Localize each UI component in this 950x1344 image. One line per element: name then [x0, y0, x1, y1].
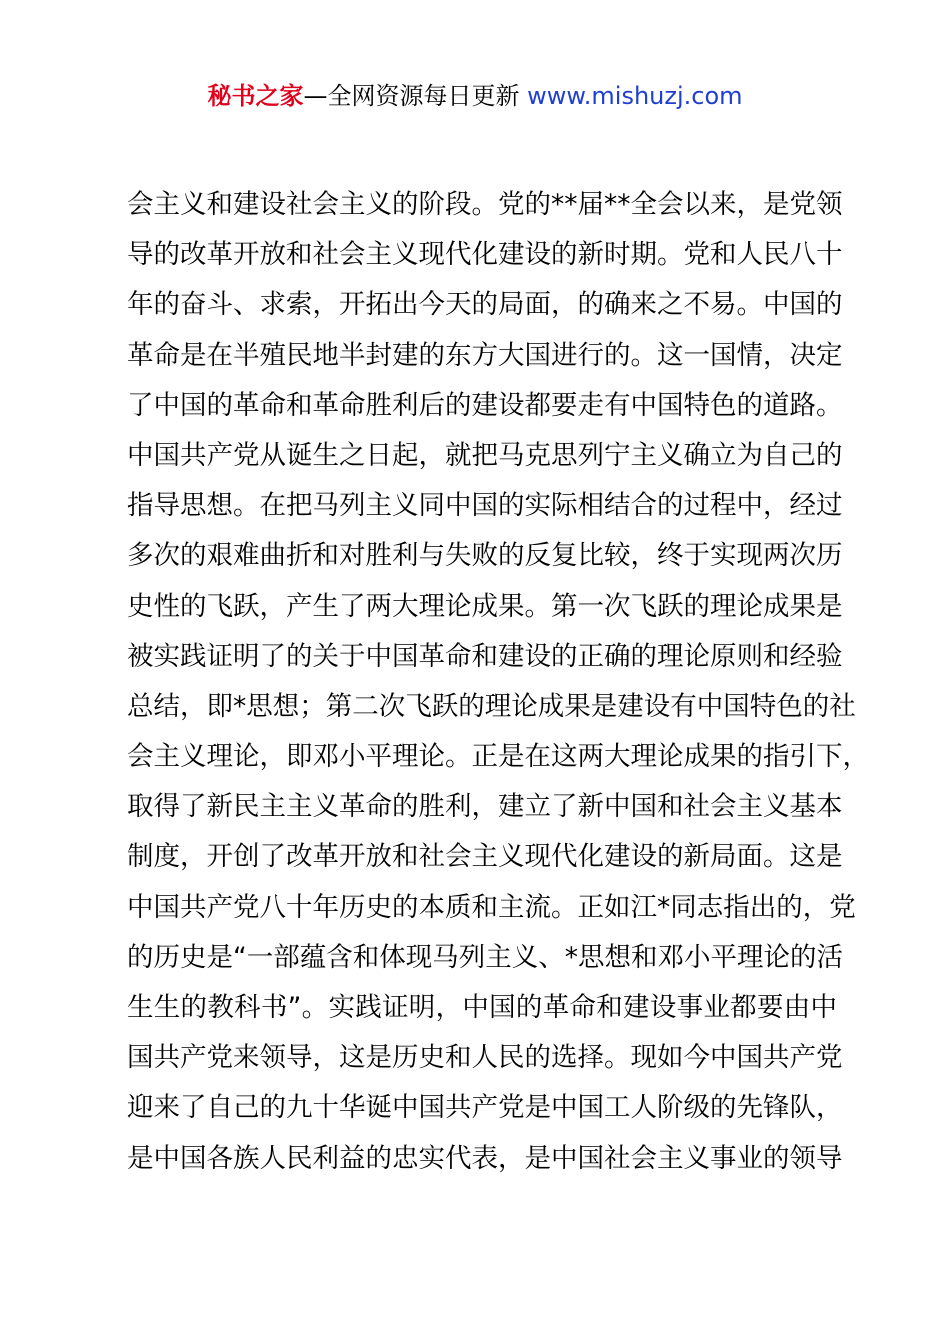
document-body [127, 180, 869, 1184]
text-line: 了中国的革命和革命胜利后的建设都要走有中国特色的道路。 [127, 389, 843, 421]
text-line: 国共产党来领导，这是历史和人民的选择。现如今中国共产党 [127, 1042, 843, 1074]
text-line: 是中国各族人民利益的忠实代表，是中国社会主义事业的领导 [127, 1142, 843, 1174]
text-line: 制度，开创了改革开放和社会主义现代化建设的新局面。这是 [127, 841, 843, 873]
text-line: 革命是在半殖民地半封建的东方大国进行的。这一国情，决定 [127, 339, 843, 371]
text-line: 会主义理论，即邓小平理论。正是在这两大理论成果的指引下， [127, 741, 869, 773]
text-line: 指导思想。在把马列主义同中国的实际相结合的过程中，经过 [127, 490, 843, 522]
text-line: 总结，即*思想；第二次飞跃的理论成果是建设有中国特色的社 [127, 690, 856, 722]
brand-name: 秘书之家 [207, 82, 304, 110]
text-line: 取得了新民主主义革命的胜利，建立了新中国和社会主义基本 [127, 791, 843, 823]
text-line: 中国共产党八十年历史的本质和主流。正如江*同志指出的，党 [127, 891, 856, 923]
header-tagline: —全网资源每日更新 [303, 82, 528, 110]
text-line: 生生的教科书”。实践证明，中国的革命和建设事业都要由中 [127, 992, 837, 1023]
text-line: 史性的飞跃，产生了两大理论成果。第一次飞跃的理论成果是 [127, 590, 843, 622]
text-line: 中国共产党从诞生之日起，就把马克思列宁主义确立为自己的 [127, 439, 843, 471]
text-line: 导的改革开放和社会主义现代化建设的新时期。党和人民八十 [127, 239, 843, 271]
text-line: 年的奋斗、求索，开拓出今天的局面，的确来之不易。中国的 [127, 289, 843, 321]
site-url-link[interactable]: www.mishuzj.com [527, 82, 743, 110]
text-line: 迎来了自己的九十华诞中国共产党是中国工人阶级的先锋队， [127, 1092, 843, 1124]
site-header [0, 80, 950, 112]
text-line: 多次的艰难曲折和对胜利与失败的反复比较，终于实现两次历 [127, 540, 843, 572]
text-line: 会主义和建设社会主义的阶段。党的**届**全会以来，是党领 [127, 189, 843, 220]
text-line: 的历史是“一部蕴含和体现马列主义、*思想和邓小平理论的活 [127, 941, 843, 973]
text-line: 被实践证明了的关于中国革命和建设的正确的理论原则和经验 [127, 640, 843, 672]
